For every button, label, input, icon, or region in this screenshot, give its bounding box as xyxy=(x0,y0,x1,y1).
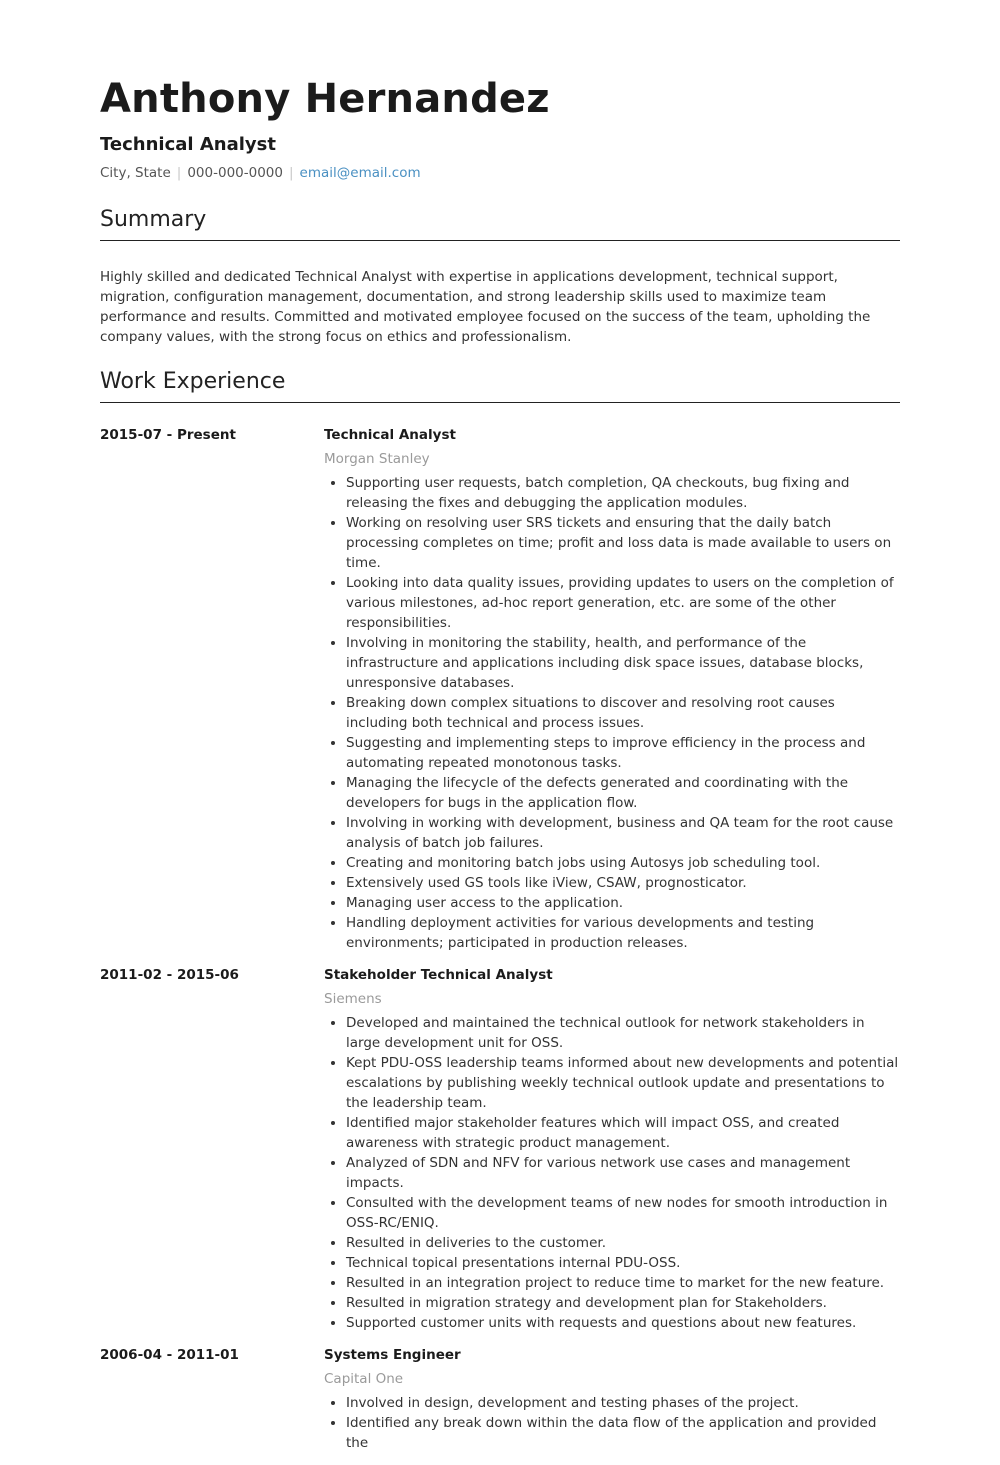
experience-section xyxy=(100,368,900,1465)
job-details xyxy=(324,425,900,953)
summary-section xyxy=(100,206,900,347)
job-bullet: • Supporting user requests, batch completion, QA checkouts, bug fixing and releasing the fixes and debugging the application modules. xyxy=(346,473,900,513)
job-list xyxy=(100,425,900,1453)
job-bullet: • Resulted in deliveries to the customer. xyxy=(346,1233,900,1253)
contact-email-link[interactable]: email@email.com xyxy=(299,165,421,181)
contact-separator: | xyxy=(288,165,294,181)
job-company: Morgan Stanley xyxy=(324,451,430,467)
job-bullet: • Involving in monitoring the stability, health, and performance of the infrastructure and applications including disk space issues, database blocks, unresponsive databases. xyxy=(346,633,900,693)
job-dates: 2015-07 - Present xyxy=(100,427,236,443)
job-dates: 2011-02 - 2015-06 xyxy=(100,967,239,983)
job-bullet: • Involved in design, development and testing phases of the project. xyxy=(346,1393,900,1413)
contact-location: City, State xyxy=(100,165,171,181)
job-bullet: • Breaking down complex situations to discover and resolving root causes including both technical and process issues. xyxy=(346,693,900,733)
job-bullet: • Managing the lifecycle of the defects generated and coordinating with the developers for bugs in the application flow. xyxy=(346,773,900,813)
job-bullet: • Consulted with the development teams of new nodes for smooth introduction in OSS-RC/ENIQ. xyxy=(346,1193,900,1233)
job-bullet: • Developed and maintained the technical outlook for network stakeholders in large development unit for OSS. xyxy=(346,1013,900,1053)
summary-text: Highly skilled and dedicated Technical Analyst with expertise in applications development, technical support, migration, configuration management, documentation, and strong leadership skills used to maximize team performance and results. Committed and motivated employee focused on the success of the team, upholding the company values, with the strong focus on ethics and professionalism. xyxy=(100,269,871,345)
job-entry xyxy=(100,425,900,953)
job-bullet: • Involving in working with development, business and QA team for the root cause analysis of batch job failures. xyxy=(346,813,900,853)
experience-heading: Work Experience xyxy=(100,368,900,403)
job-position: Stakeholder Technical Analyst xyxy=(324,967,553,983)
job-bullet: • Extensively used GS tools like iView, CSAW, prognosticator. xyxy=(346,873,900,893)
job-bullet-list xyxy=(324,473,900,953)
job-bullet: • Managing user access to the application. xyxy=(346,893,900,913)
job-bullet: • Identified any break down within the data flow of the application and provided the xyxy=(346,1413,900,1453)
job-details xyxy=(324,1345,900,1453)
job-bullet: • Handling deployment activities for various developments and testing environments; participated in production releases. xyxy=(346,913,900,953)
candidate-name: Anthony Hernandez xyxy=(100,76,550,122)
job-bullet: • Kept PDU-OSS leadership teams informed about new developments and potential escalations by publishing weekly technical outlook update and presentations to the leadership team. xyxy=(346,1053,900,1113)
job-position: Systems Engineer xyxy=(324,1347,461,1363)
candidate-title: Technical Analyst xyxy=(100,134,276,155)
summary-heading: Summary xyxy=(100,206,900,241)
contact-phone: 000-000-0000 xyxy=(187,165,283,181)
job-bullet-list xyxy=(324,1013,900,1333)
job-bullet: • Supported customer units with requests and questions about new features. xyxy=(346,1313,900,1333)
job-position: Technical Analyst xyxy=(324,427,456,443)
job-bullet: • Working on resolving user SRS tickets and ensuring that the daily batch processing completes on time; profit and loss data is made available to users on time. xyxy=(346,513,900,573)
contact-line xyxy=(100,162,900,184)
job-bullet: • Technical topical presentations internal PDU-OSS. xyxy=(346,1253,900,1273)
resume-header xyxy=(100,72,900,184)
job-bullet: • Analyzed of SDN and NFV for various network use cases and management impacts. xyxy=(346,1153,900,1193)
job-bullet: • Creating and monitoring batch jobs using Autosys job scheduling tool. xyxy=(346,853,900,873)
job-entry xyxy=(100,1345,900,1453)
job-details xyxy=(324,965,900,1333)
job-bullet: • Resulted in migration strategy and development plan for Stakeholders. xyxy=(346,1293,900,1313)
job-bullet: • Resulted in an integration project to reduce time to market for the new feature. xyxy=(346,1273,900,1293)
job-bullet: • Identified major stakeholder features which will impact OSS, and created awareness with strategic product management. xyxy=(346,1113,900,1153)
job-bullet-list xyxy=(324,1393,900,1453)
job-dates: 2006-04 - 2011-01 xyxy=(100,1347,239,1363)
job-company: Capital One xyxy=(324,1371,404,1387)
job-bullet: • Looking into data quality issues, providing updates to users on the completion of various milestones, ad-hoc report generation, etc. are some of the other responsibilities. xyxy=(346,573,900,633)
job-bullet: • Suggesting and implementing steps to improve efficiency in the process and automating repeated monotonous tasks. xyxy=(346,733,900,773)
contact-separator: | xyxy=(176,165,182,181)
job-entry xyxy=(100,965,900,1333)
job-company: Siemens xyxy=(324,991,382,1007)
